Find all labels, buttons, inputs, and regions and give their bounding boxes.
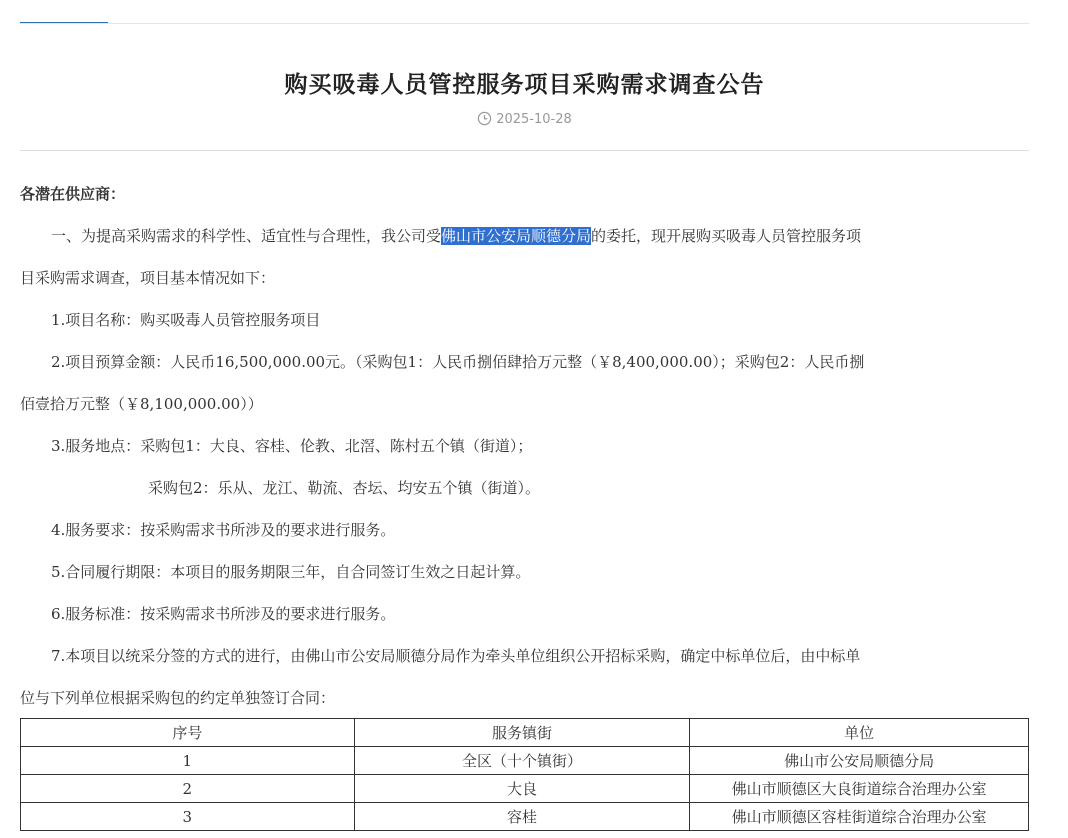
item-service-requirement: 4.服务要求：按采购需求书所涉及的要求进行服务。 [51,521,396,539]
item-procurement-method: 7.本项目以统采分签的方式的进行，由佛山市公安局顺德分局作为牵头单位组织公开招标采购，确定中标单位后，由中标单 [51,647,861,665]
item-project-name: 1.项目名称：购买吸毒人员管控服务项目 [51,311,321,329]
cell-town: 容桂 [354,803,690,831]
header-unit: 单位 [690,719,1029,747]
cell-index: 2 [21,775,355,803]
top-rule [20,23,1029,24]
paragraph-1-before: 一、为提高采购需求的科学性、适宜性与合理性，我公司受 [51,227,442,245]
table-row [21,747,1029,775]
item-budget: 2.项目预算金额：人民币16,500,000.00元。（采购包1：人民币捌佰肆拾万元整（￥8,400,000.00）；采购包2：人民币捌 [51,353,865,371]
paragraph-1-after: 的委托，现开展购买吸毒人员管控服务项 [591,227,862,245]
table-row [21,803,1029,831]
cell-unit: 佛山市公安局顺德分局 [690,747,1029,775]
item-procurement-method-cont: 位与下列单位根据采购包的约定单独签订合同： [20,689,336,707]
item-service-standard: 6.服务标准：按采购需求书所涉及的要求进行服务。 [51,605,396,623]
clock-icon [477,111,492,130]
item-budget-cont: 佰壹拾万元整（￥8,100,000.00）） [20,395,263,413]
paragraph-1-cont: 目采购需求调查，项目基本情况如下： [20,269,276,287]
item-location: 3.服务地点：采购包1：大良、容桂、伦教、北滘、陈村五个镇（街道）； [51,437,533,455]
cell-town: 大良 [354,775,690,803]
cell-index: 3 [21,803,355,831]
page-title: 购买吸毒人员管控服务项目采购需求调查公告 [284,72,765,98]
highlighted-selection[interactable]: 佛山市公安局顺德分局 [441,227,592,245]
publish-date [20,111,1029,130]
header-index: 序号 [21,719,355,747]
paragraph-1 [20,215,1029,257]
cell-index: 1 [21,747,355,775]
table-header-row [21,719,1029,747]
header-town: 服务镇街 [354,719,690,747]
publish-date-text: 2025-10-28 [496,112,572,127]
table-row [21,775,1029,803]
title-divider [20,150,1029,151]
units-table [20,718,1029,831]
salutation: 各潜在供应商： [20,185,126,203]
cell-unit: 佛山市顺德区大良街道综合治理办公室 [690,775,1029,803]
item-location-cont: 采购包2：乐从、龙江、勒流、杏坛、均安五个镇（街道）。 [148,479,541,497]
cell-unit: 佛山市顺德区容桂街道综合治理办公室 [690,803,1029,831]
cell-town: 全区（十个镇街） [354,747,690,775]
article-body [20,173,1029,719]
item-contract-period: 5.合同履行期限：本项目的服务期限三年，自合同签订生效之日起计算。 [51,563,531,581]
